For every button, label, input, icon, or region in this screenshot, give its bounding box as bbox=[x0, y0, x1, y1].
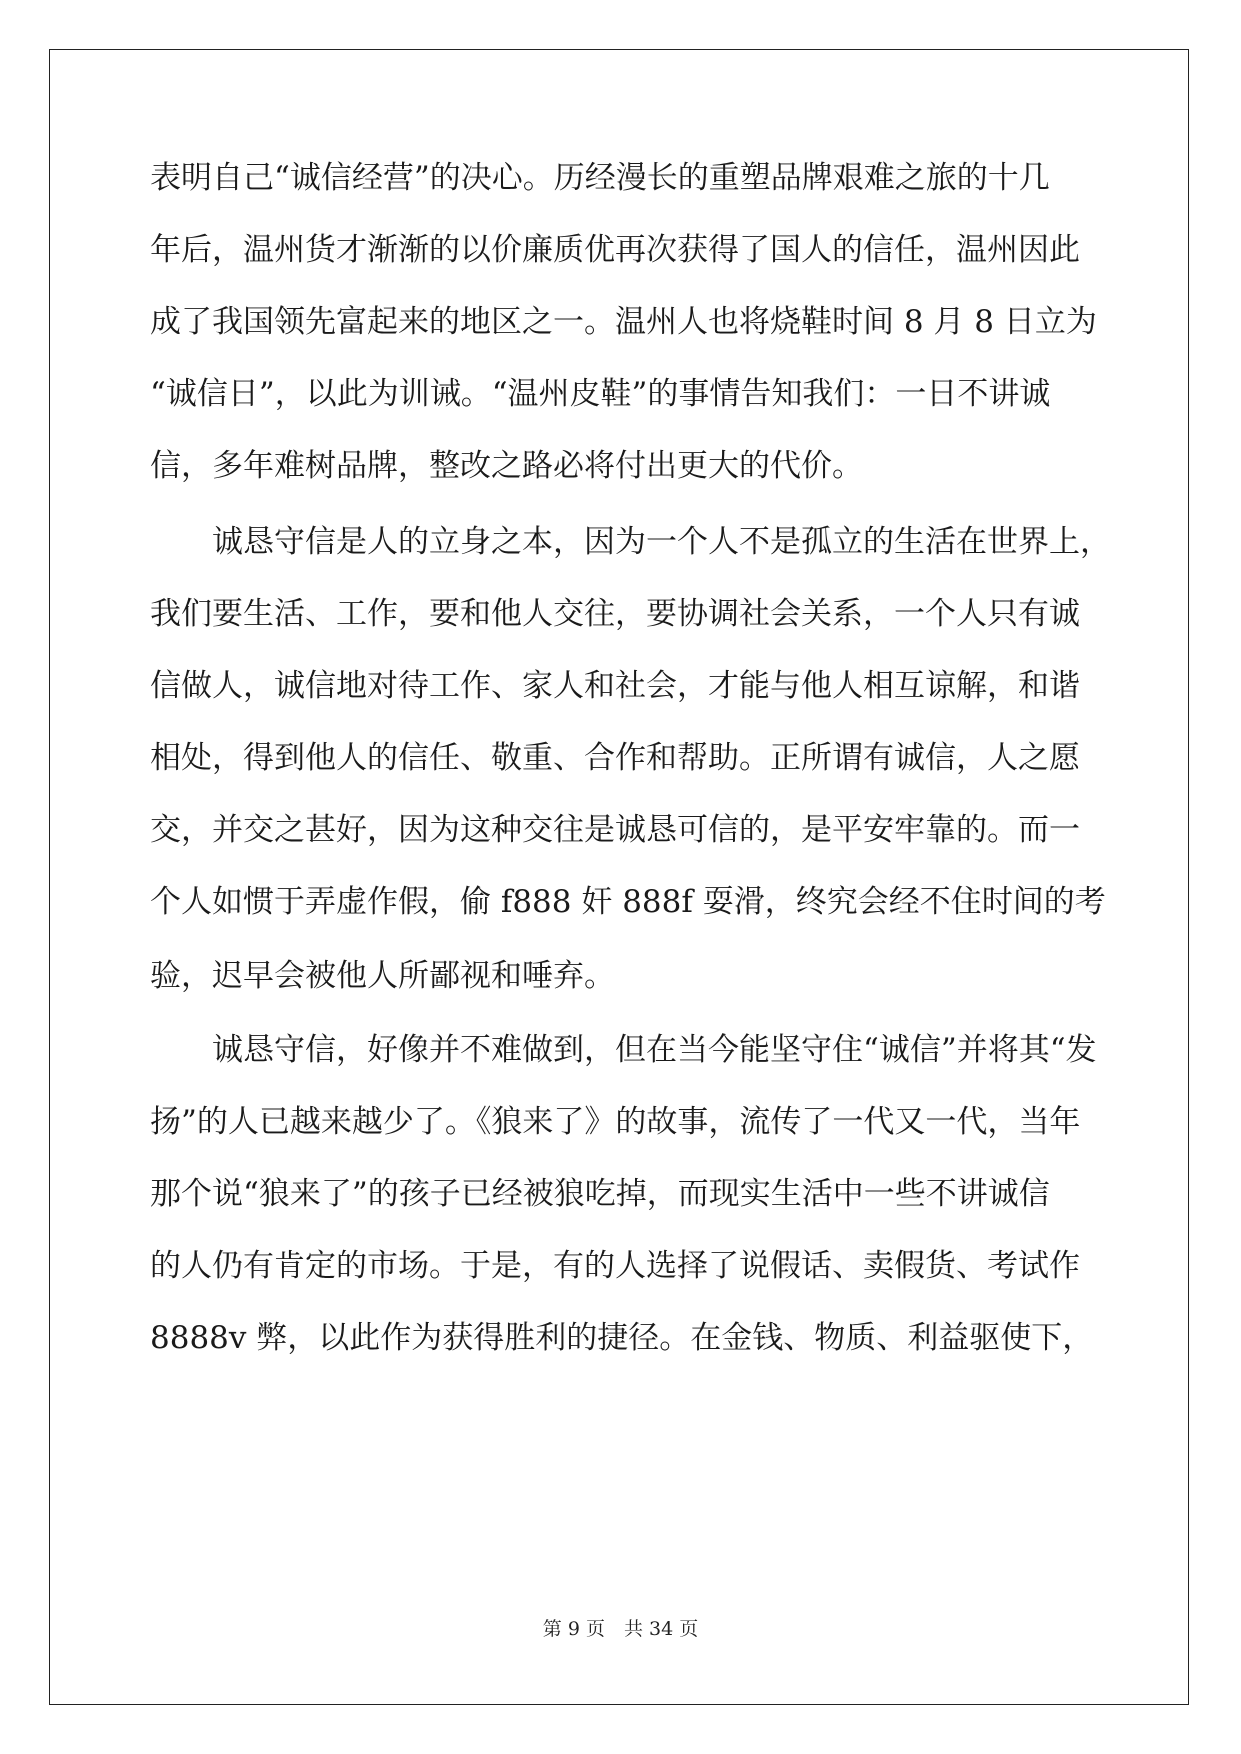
text-line: 信做人，诚信地对待工作、家人和社会，才能与他人相互谅解，和谐 bbox=[150, 668, 1080, 704]
text-line: 相处，得到他人的信任、敬重、合作和帮助。正所谓有诚信，人之愿 bbox=[150, 740, 1080, 776]
text-line: 信，多年难树品牌，整改之路必将付出更大的代价。 bbox=[150, 448, 863, 484]
text-line: 成了我国领先富起来的地区之一。温州人也将烧鞋时间 8 月 8 日立为 bbox=[150, 304, 1097, 340]
page-number-footer: 第 9 页 共 34 页 bbox=[542, 1618, 699, 1640]
text-line: 8888v 弊，以此作为获得胜利的捷径。在金钱、物质、利益驱使下， bbox=[150, 1320, 1094, 1356]
text-line: 我们要生活、工作，要和他人交往，要协调社会关系，一个人只有诚 bbox=[150, 596, 1080, 632]
page-border bbox=[49, 49, 1189, 1705]
text-line: “诚信日”，以此为训诫。“温州皮鞋”的事情告知我们：一日不讲诚 bbox=[150, 376, 1051, 412]
text-line: 交，并交之甚好，因为这种交往是诚恳可信的，是平安牢靠的。而一 bbox=[150, 812, 1080, 848]
paragraph-start-line: 诚恳守信是人的立身之本，因为一个人不是孤立的生活在世界上， bbox=[212, 524, 1111, 560]
text-line: 年后，温州货才渐渐的以价廉质优再次获得了国人的信任，温州因此 bbox=[150, 232, 1080, 268]
paragraph-start-line: 诚恳守信，好像并不难做到，但在当今能坚守住“诚信”并将其“发 bbox=[212, 1032, 1097, 1068]
text-line: 扬”的人已越来越少了。《狼来了》的故事，流传了一代又一代，当年 bbox=[150, 1104, 1081, 1140]
text-line: 个人如惯于弄虚作假，偷 f888 奸 888f 耍滑，终究会经不住时间的考 bbox=[150, 884, 1106, 920]
text-line: 的人仍有肯定的市场。于是，有的人选择了说假话、卖假货、考试作 bbox=[150, 1248, 1080, 1284]
text-line: 验，迟早会被他人所鄙视和唾弃。 bbox=[150, 958, 615, 994]
text-line: 表明自己“诚信经营”的决心。历经漫长的重塑品牌艰难之旅的十几 bbox=[150, 160, 1050, 196]
text-line: 那个说“狼来了”的孩子已经被狼吃掉，而现实生活中一些不讲诚信 bbox=[150, 1176, 1050, 1212]
